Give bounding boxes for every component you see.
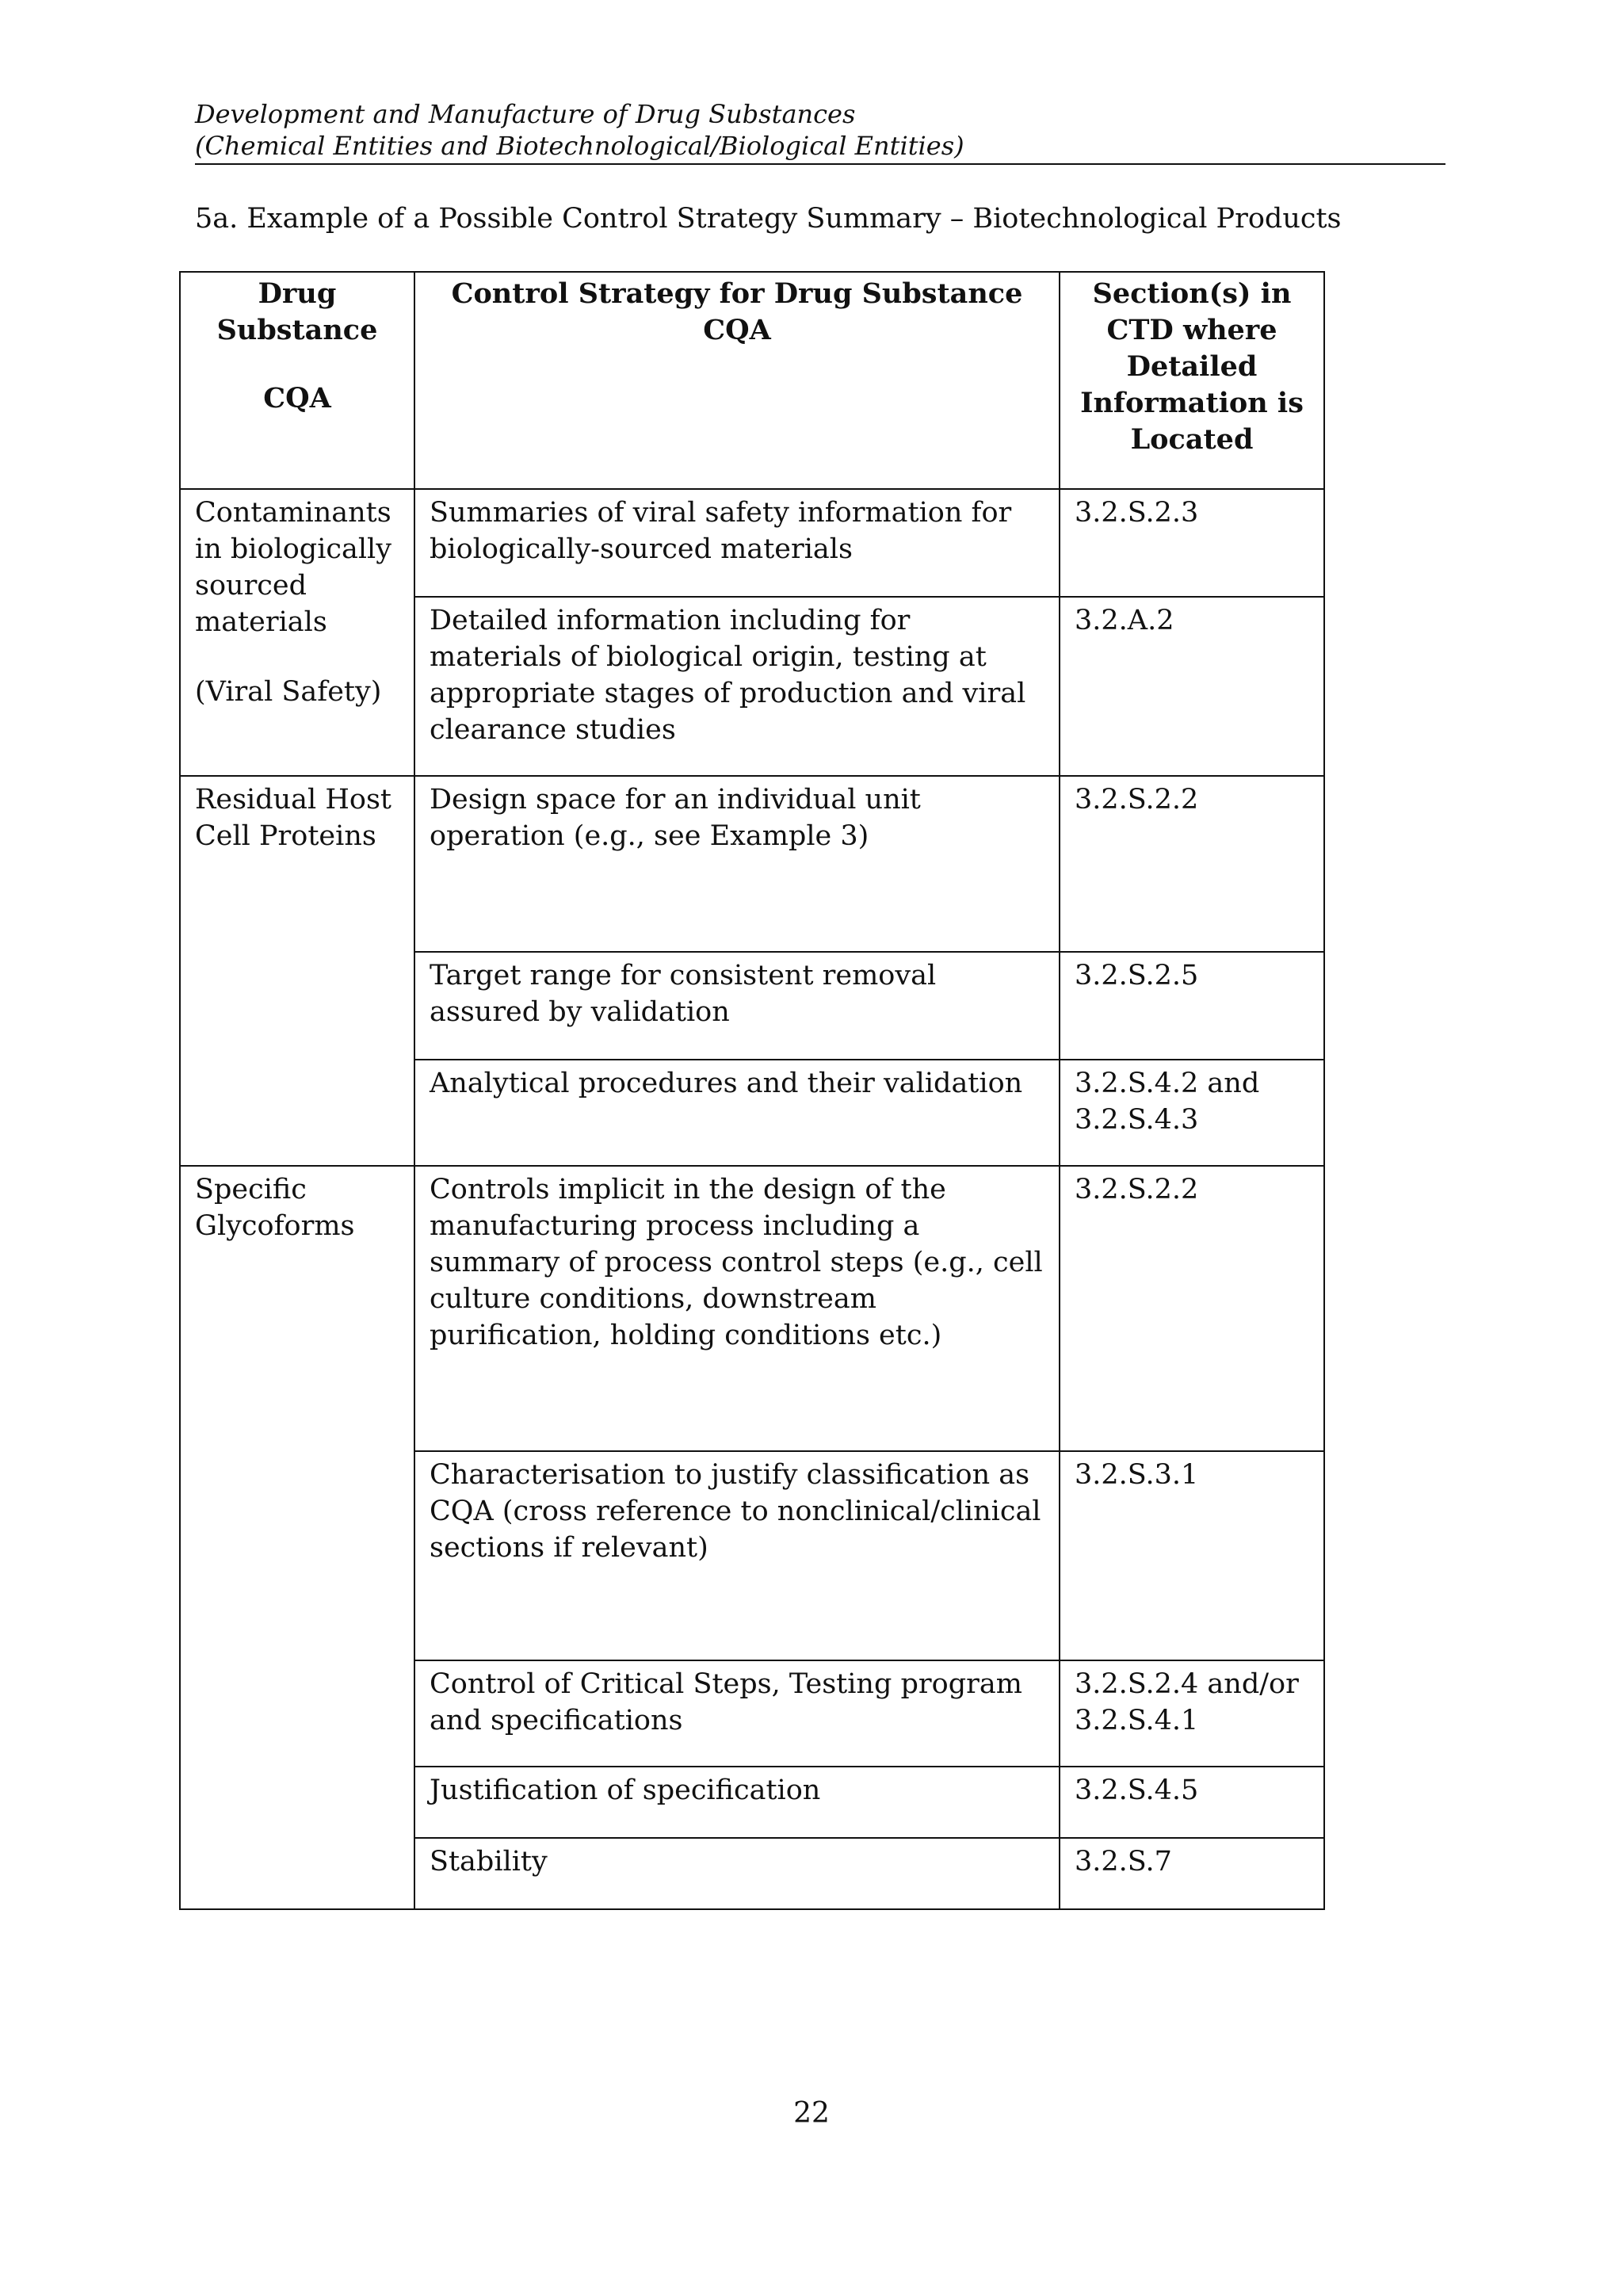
- cqa-cell-host-cell-proteins: [180, 776, 414, 1166]
- strategy-cell: Justification of specification: [414, 1767, 1060, 1838]
- section-cell: 3.2.S.2.2: [1060, 1166, 1324, 1451]
- strategy-cell: Summaries of viral safety information for biologically-sourced materials: [414, 489, 1060, 597]
- strategy-cell: Design space for an individual unit operation (e.g., see Example 3): [414, 776, 1060, 952]
- section-cell: 3.2.A.2: [1060, 597, 1324, 776]
- section-title: 5a. Example of a Possible Control Strategy Summary – Biotechnological Products: [195, 203, 1342, 235]
- strategy-cell: Analytical procedures and their validation: [414, 1060, 1060, 1166]
- cqa-cell-glycoforms: [180, 1166, 414, 1909]
- section-cell: 3.2.S.7: [1060, 1838, 1324, 1909]
- header-drug-substance-label: Drug Substance: [216, 277, 378, 346]
- header-ctd-sections: Section(s) in CTD where Detailed Information is Located: [1060, 272, 1324, 489]
- table-row: [180, 1166, 1324, 1451]
- running-header: [195, 98, 1445, 165]
- strategy-cell: Detailed information including for materials of biological origin, testing at appropriate stages of production and viral clearance studies: [414, 597, 1060, 776]
- strategy-cell: Target range for consistent removal assured by validation: [414, 952, 1060, 1060]
- cqa-name: Contaminants in biologically sourced materials: [195, 497, 392, 638]
- section-cell: 3.2.S.2.2: [1060, 776, 1324, 952]
- section-cell: 3.2.S.2.3: [1060, 489, 1324, 597]
- control-strategy-table: [179, 271, 1325, 1910]
- strategy-cell: Characterisation to justify classification as CQA (cross reference to nonclinical/clinical sections if relevant): [414, 1451, 1060, 1660]
- section-cell: 3.2.S.2.5: [1060, 952, 1324, 1060]
- running-header-line-2: (Chemical Entities and Biotechnological/Biological Entities): [195, 131, 964, 161]
- section-cell: 3.2.S.2.4 and/or 3.2.S.4.1: [1060, 1660, 1324, 1767]
- section-cell: 3.2.S.4.5: [1060, 1767, 1324, 1838]
- cqa-name: Residual Host Cell Proteins: [195, 784, 391, 852]
- table-row: [180, 776, 1324, 952]
- table-row: [180, 489, 1324, 597]
- header-control-strategy: Control Strategy for Drug Substance CQA: [414, 272, 1060, 489]
- cqa-cell-contaminants: [180, 489, 414, 776]
- strategy-cell: Stability: [414, 1838, 1060, 1909]
- page-number: 22: [793, 2097, 830, 2130]
- strategy-cell: Controls implicit in the design of the manufacturing process including a summary of process control steps (e.g., cell culture conditions, downstream purification, holding conditions etc.): [414, 1166, 1060, 1451]
- section-cell: 3.2.S.4.2 and 3.2.S.4.3: [1060, 1060, 1324, 1166]
- strategy-cell: Control of Critical Steps, Testing program and specifications: [414, 1660, 1060, 1767]
- section-cell: 3.2.S.3.1: [1060, 1451, 1324, 1660]
- header-drug-substance-cqa: [180, 272, 414, 489]
- cqa-name: Specific Glycoforms: [195, 1174, 355, 1242]
- running-header-line-1: Development and Manufacture of Drug Substances: [195, 99, 856, 129]
- table-header-row: [180, 272, 1324, 489]
- cqa-subtitle: (Viral Safety): [195, 676, 382, 708]
- header-cqa-label: CQA: [263, 382, 331, 415]
